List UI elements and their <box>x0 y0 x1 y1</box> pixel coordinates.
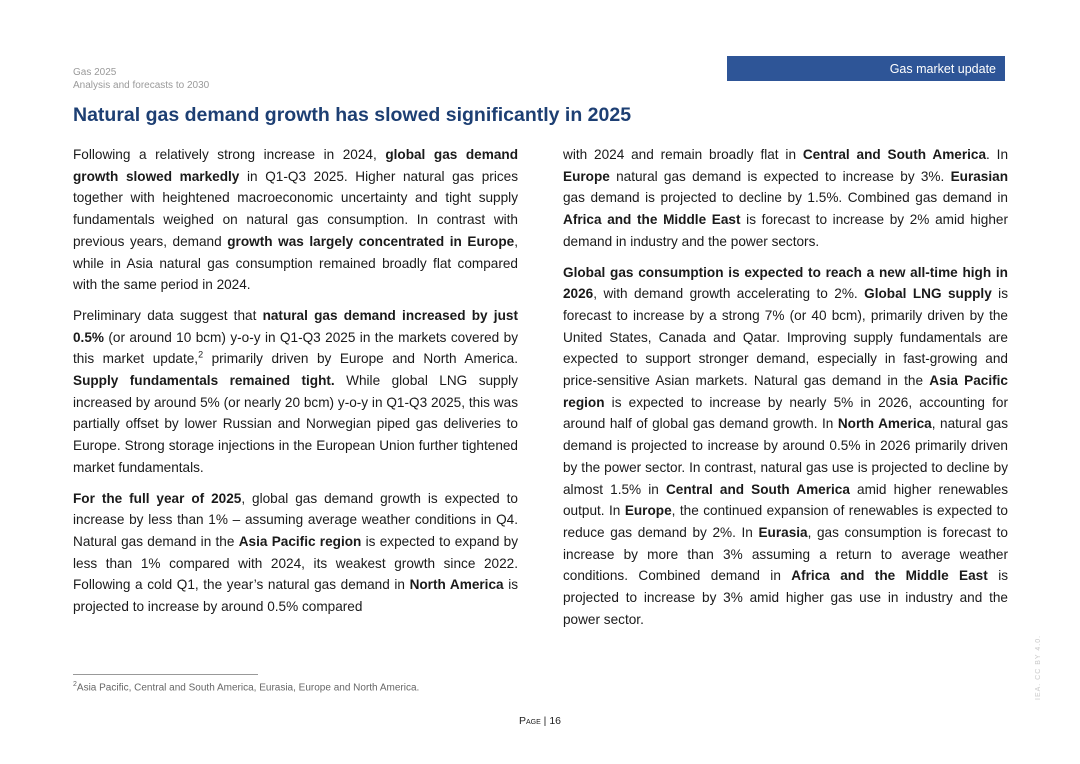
bold-text: For the full year of 2025 <box>73 490 242 506</box>
text-run: is forecast to increase by a strong 7% (or 40 bcm), primarily driven by the United States, Canada and Qatar. Improving supply fundamentals are expected to support stronger demand, especially in fast-growing and price-sensitive Asian markets. Natural gas demand in the <box>563 286 1009 389</box>
license-note: IEA. CC BY 4.0. <box>1035 634 1042 700</box>
text-run: is expected to increase by nearly 5% in 2026, accounting for around half of global gas demand growth. In <box>563 394 1008 432</box>
paragraph <box>73 488 518 618</box>
bold-text: Central and South America <box>665 481 850 497</box>
bold-text: North America <box>837 416 932 432</box>
text-run: , natural gas demand is projected to increase by around 0.5% in 2026 primarily driven by the power sector. In contrast, natural gas use is projected to decline by almost 1.5% in <box>563 416 1008 497</box>
footnote <box>73 681 419 693</box>
text-run: , gas consumption is forecast to increase by more than 3% assuming a return to average weather conditions. Combined demand in <box>563 524 1008 584</box>
text-run: , with demand growth accelerating to 2%. <box>593 286 865 302</box>
bold-text: global gas demand growth slowed markedly <box>73 147 518 184</box>
text-run: , global gas demand growth is expected to increase by less than 1% – assuming average weather conditions in Q4. Natural gas demand in the <box>73 490 518 549</box>
text-run: gas demand is projected to decline by 1.5%. Combined gas demand in <box>563 190 1008 206</box>
page-label: Page <box>518 715 541 727</box>
text-run: is forecast to increase by 2% amid higher demand in industry and the power sectors. <box>563 212 1008 249</box>
text-run: Following a relatively strong increase in 2024, <box>73 147 386 162</box>
text-run: While global LNG supply increased by around 5% (or nearly 20 bcm) y-o-y in Q1-Q3 2025, this was partially offset by lower Russian and Norwegian piped gas deliveries to Europe. Strong storage injections in the European Union further tightened market fundamentals. <box>73 373 518 475</box>
bold-text: Europe <box>563 168 610 184</box>
bold-text: Global LNG supply <box>864 286 992 302</box>
paragraph <box>563 144 1008 253</box>
footnote-marker: 2 <box>73 681 77 688</box>
text-run: with 2024 and remain broadly flat in <box>563 147 803 162</box>
page-number: 16 <box>549 715 562 727</box>
text-run: , while in Asia natural gas consumption remained broadly flat compared with the same period in 2024. <box>73 233 518 293</box>
text-run: amid higher renewables output. In <box>563 481 1009 519</box>
bold-text: Supply fundamentals remained tight. <box>73 373 335 389</box>
bold-text: Eurasia <box>758 524 808 540</box>
report-header <box>73 66 209 92</box>
page-number-footer <box>0 715 1080 727</box>
bold-text: Central and South America <box>802 147 987 162</box>
left-text-column <box>73 144 518 627</box>
text-run: primarily driven by Europe and North America. <box>203 351 519 367</box>
text-run: natural gas demand is expected to increase by 3%. <box>609 168 951 184</box>
bold-text: Eurasian <box>950 168 1008 184</box>
bold-text: Europe <box>624 503 672 519</box>
text-run: is expected to expand by less than 1% compared with 2024, its weakest growth since 2022. Following a cold Q1, the year’s natural gas demand in <box>73 533 519 593</box>
bold-text: natural gas demand increased by just 0.5% <box>73 307 518 345</box>
text-run: in Q1-Q3 2025. Higher natural gas prices together with heightened macroeconomic uncertainty and tight supply fundamentals weighed on natural gas consumption. In contrast with previous years, demand <box>73 168 518 249</box>
report-subtitle: Analysis and forecasts to 2030 <box>73 80 210 91</box>
paragraph <box>73 305 518 479</box>
bold-text: Global gas consumption is expected to reach a new all-time high in 2026 <box>563 264 1008 302</box>
report-title: Gas 2025 <box>73 67 117 78</box>
bold-text: Africa and the Middle East <box>791 568 988 584</box>
text-run: is projected to increase by around 0.5% compared <box>73 577 519 615</box>
page-separator: | <box>540 715 550 727</box>
text-run: . In <box>986 147 1009 162</box>
text-run: (or around 10 bcm) y-o-y in Q1-Q3 2025 in the markets covered by this market update, <box>73 329 518 367</box>
bold-text: North America <box>409 577 504 593</box>
footnote-reference[interactable]: 2 <box>198 349 204 360</box>
text-run: , the continued expansion of renewables is expected to reduce gas demand by 2%. In <box>563 503 1008 540</box>
paragraph <box>73 144 518 296</box>
bold-text: Africa and the Middle East <box>563 212 741 228</box>
footnote-text: Asia Pacific, Central and South America, Eurasia, Europe and North America. <box>76 682 420 694</box>
section-label-banner: Gas market update <box>727 56 1005 81</box>
right-text-column <box>563 144 1008 639</box>
paragraph <box>563 262 1008 631</box>
bold-text: growth was largely concentrated in Europe <box>227 233 515 249</box>
footnote-divider <box>73 674 258 675</box>
page-title: Natural gas demand growth has slowed significantly in 2025 <box>73 104 632 126</box>
bold-text: Asia Pacific region <box>238 533 362 549</box>
text-run: is projected to increase by 3% amid higher gas use in industry and the power sector. <box>563 568 1009 627</box>
text-run: Preliminary data suggest that <box>73 307 263 323</box>
bold-text: Asia Pacific region <box>563 373 1008 410</box>
